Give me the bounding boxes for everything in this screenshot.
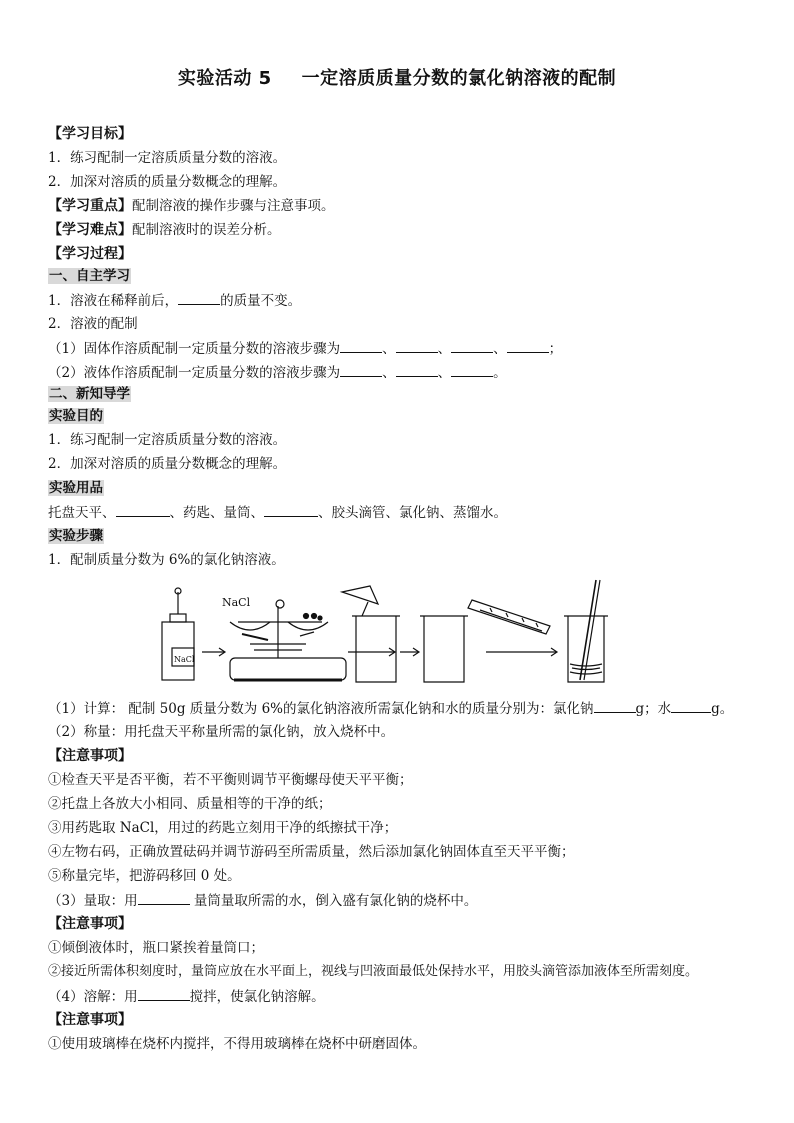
answer-blank[interactable] <box>340 338 382 353</box>
new-guide-heading: 二、新知导学 <box>49 386 130 402</box>
step-calc <box>48 698 733 719</box>
purpose-heading-line <box>48 406 104 426</box>
note-item: ①使用玻璃棒在烧杯内搅拌，不得用玻璃棒在烧杯中研磨固体。 <box>48 1036 426 1052</box>
self-study-q2-2 <box>48 362 507 383</box>
purpose-heading: 实验目的 <box>49 408 103 424</box>
q1-text: 1．溶液在稀释前后， <box>48 293 179 309</box>
answer-blank[interactable] <box>138 986 190 1001</box>
key-point-text: 配制溶液的操作步骤与注意事项。 <box>132 198 335 214</box>
purpose-item: 1．练习配制一定溶质质量分数的溶液。 <box>48 432 287 448</box>
dissolve-text: 搅拌，使氯化钠溶解。 <box>189 989 325 1005</box>
difficulty-heading: 【学习难点】 <box>48 222 132 238</box>
answer-blank[interactable] <box>396 362 438 377</box>
procedure-illustration <box>150 576 640 688</box>
process-heading: 【学习过程】 <box>48 246 132 262</box>
answer-blank[interactable] <box>451 362 493 377</box>
note-item: ②托盘上各放大小相同、质量相等的干净的纸； <box>48 796 332 812</box>
title-activity-number: 实验活动 5 <box>177 68 272 89</box>
nacl-label: NaCl <box>222 596 251 609</box>
answer-blank[interactable] <box>451 338 493 353</box>
graduated-cylinder-icon <box>468 600 550 634</box>
note-item: ④左物右码，正确放置砝码并调节游码至所需质量，然后添加氯化钠固体直至天平平衡； <box>48 844 575 860</box>
steps-heading: 实验步骤 <box>49 528 103 544</box>
step-weigh: （2）称量：用托盘天平称量所需的氯化钠，放入烧杯中。 <box>48 724 395 740</box>
semicolon: ； <box>548 341 563 357</box>
new-guide-heading-line <box>48 384 131 404</box>
difficulty-text: 配制溶液时的误差分析。 <box>132 222 281 238</box>
funnel-icon <box>342 586 378 604</box>
objective-item: 1．练习配制一定溶质质量分数的溶液。 <box>48 150 287 166</box>
materials-heading: 实验用品 <box>49 480 103 496</box>
self-study-q1 <box>48 290 301 311</box>
step-dissolve <box>48 986 325 1007</box>
title-topic: 一定溶质质量分数的氯化钠溶液的配制 <box>301 68 617 89</box>
separator: 、 <box>382 365 396 381</box>
purpose-item: 2．加深对溶质的质量分数概念的理解。 <box>48 456 287 472</box>
measure-text: 量筒量取所需的水，倒入盛有氯化钠的烧杯中。 <box>189 893 478 909</box>
bottle-label: NaCl <box>174 655 195 664</box>
dissolve-text: （4）溶解：用 <box>48 989 138 1005</box>
calc-text: g；水 <box>635 701 672 717</box>
q2-1-text: （1）固体作溶质配制一定质量分数的溶液步骤为 <box>48 341 341 357</box>
calc-text: （1）计算： 配制 50g 质量分数为 6%的氯化钠溶液所需氯化钠和水的质量分别为：氯化钠 <box>48 701 594 717</box>
self-study-q2-1 <box>48 338 562 359</box>
note-item: ①检查天平是否平衡，若不平衡则调节平衡螺母使天平平衡； <box>48 772 413 788</box>
materials-text: 托盘天平、 <box>48 505 116 521</box>
objective-item: 2．加深对溶质的质量分数概念的理解。 <box>48 174 287 190</box>
materials-text: 、胶头滴管、氯化钠、蒸馏水。 <box>318 505 507 521</box>
q1-text-end: 的质量不变。 <box>220 293 302 309</box>
period: 。 <box>493 365 507 381</box>
answer-blank[interactable] <box>264 502 318 517</box>
beaker-icon <box>424 616 464 682</box>
materials-heading-line <box>48 478 104 498</box>
answer-blank[interactable] <box>116 502 170 517</box>
reagent-bottle-icon <box>162 588 194 680</box>
separator: 、 <box>382 341 396 357</box>
note-item: ①倾倒液体时，瓶口紧挨着量筒口； <box>48 940 264 956</box>
self-study-heading-line <box>48 266 131 286</box>
notes-heading: 【注意事项】 <box>48 1012 132 1028</box>
balance-icon <box>230 600 346 680</box>
answer-blank[interactable] <box>671 698 711 713</box>
objectives-heading: 【学习目标】 <box>48 126 132 142</box>
self-study-q2: 2．溶液的配制 <box>48 316 138 332</box>
note-item: ⑤称量完毕，把游码移回 0 处。 <box>48 868 241 884</box>
note-item: ②接近所需体积刻度时，量筒应放在水平面上，视线与凹液面最低处保持水平，用胶头滴管添加液体至所需刻度。 <box>48 964 699 979</box>
self-study-heading: 一、自主学习 <box>49 268 130 284</box>
separator: 、 <box>493 341 507 357</box>
separator: 、 <box>437 341 452 357</box>
separator: 、 <box>437 365 452 381</box>
calc-text: g。 <box>711 701 734 717</box>
answer-blank[interactable] <box>594 698 636 713</box>
materials-line <box>48 502 507 523</box>
key-point-line <box>48 196 335 216</box>
notes-heading: 【注意事项】 <box>48 748 132 764</box>
notes-heading: 【注意事项】 <box>48 916 132 932</box>
measure-text: （3）量取：用 <box>48 893 138 909</box>
answer-blank[interactable] <box>340 362 382 377</box>
materials-text: 、药匙、量筒、 <box>169 505 264 521</box>
note-item: ③用药匙取 NaCl，用过的药匙立刻用干净的纸擦拭干净； <box>48 820 398 836</box>
difficulty-line <box>48 220 281 240</box>
answer-blank[interactable] <box>138 890 190 905</box>
step-measure <box>48 890 477 911</box>
step-1: 1．配制质量分数为 6%的氯化钠溶液。 <box>48 552 285 568</box>
steps-heading-line <box>48 526 104 546</box>
answer-blank[interactable] <box>396 338 438 353</box>
page-title <box>0 64 794 90</box>
answer-blank[interactable] <box>507 338 549 353</box>
answer-blank[interactable] <box>178 290 220 305</box>
key-point-heading: 【学习重点】 <box>48 198 132 214</box>
q2-2-text: （2）液体作溶质配制一定质量分数的溶液步骤为 <box>48 365 341 381</box>
beaker-icon <box>568 616 604 682</box>
